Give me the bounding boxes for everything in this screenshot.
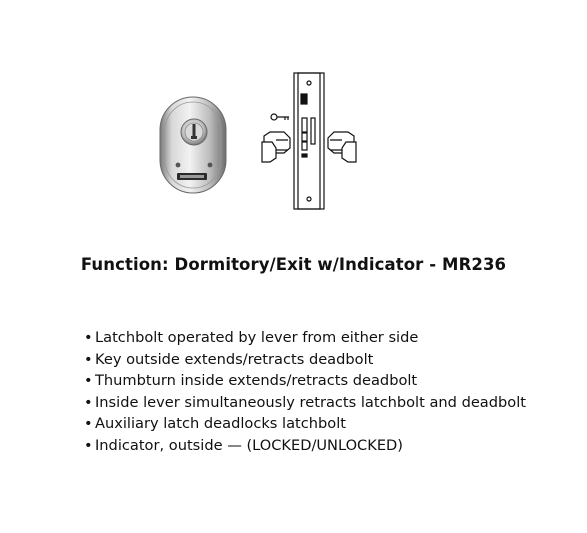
feature-text: Latchbolt operated by lever from either side bbox=[95, 329, 419, 346]
feature-text: Indicator, outside — (LOCKED/UNLOCKED) bbox=[95, 436, 403, 454]
bullet: • bbox=[84, 393, 93, 411]
list-item bbox=[84, 349, 526, 371]
feature-list bbox=[84, 327, 526, 456]
bullet: • bbox=[84, 436, 93, 454]
list-item bbox=[84, 327, 526, 349]
feature-text: Key outside extends/retracts deadbolt bbox=[95, 350, 374, 368]
key-cylinder-escutcheon-icon bbox=[158, 95, 228, 195]
feature-text: Inside lever simultaneously retracts latchbolt and deadbolt bbox=[95, 393, 526, 411]
mortise-lock-diagram-icon bbox=[258, 70, 360, 212]
bullet: • bbox=[84, 329, 93, 346]
list-item bbox=[84, 435, 526, 457]
bullet: • bbox=[84, 372, 93, 389]
list-item bbox=[84, 392, 526, 414]
function-title: Function: Dormitory/Exit w/Indicator - MR236 bbox=[80, 255, 507, 274]
feature-text: Thumbturn inside extends/retracts deadbolt bbox=[95, 372, 418, 389]
list-item bbox=[84, 413, 526, 435]
bullet: • bbox=[84, 350, 93, 368]
list-item bbox=[84, 370, 526, 392]
bullet: • bbox=[84, 415, 93, 432]
feature-text: Auxiliary latch deadlocks latchbolt bbox=[95, 415, 346, 432]
